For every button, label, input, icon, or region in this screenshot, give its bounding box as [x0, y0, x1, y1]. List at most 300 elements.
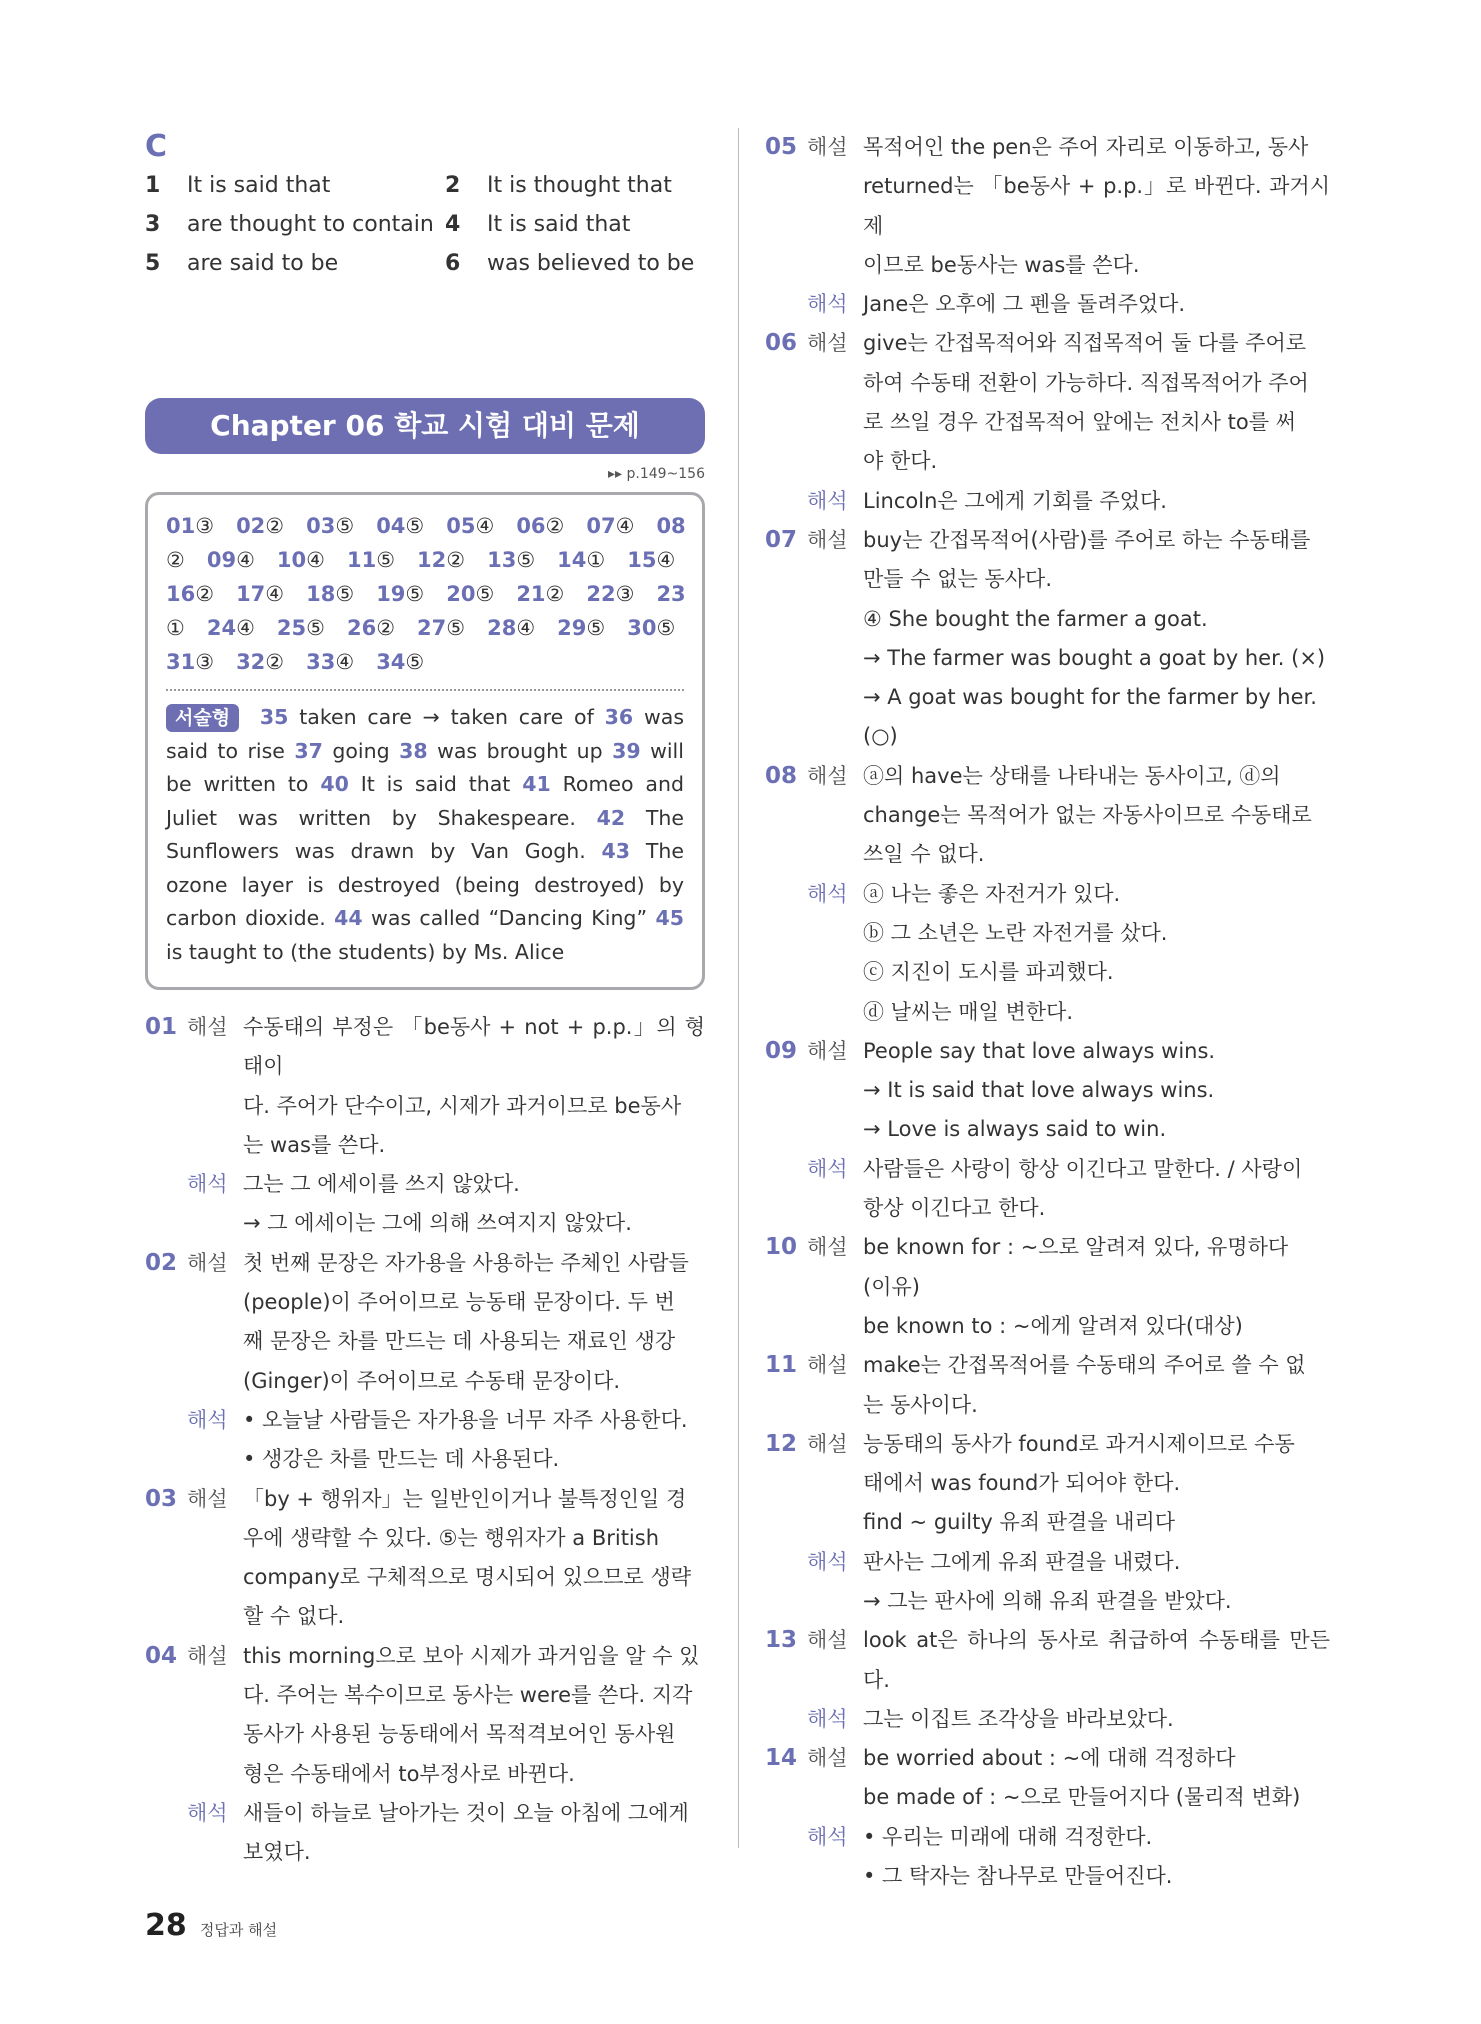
answer-row [166, 577, 684, 611]
essay-number: 35 [259, 705, 289, 729]
answer-number: 03 [306, 514, 336, 538]
section-letter: C [145, 129, 168, 164]
answer-number: 07 [586, 514, 616, 538]
text-line: (Ginger)이 주어이므로 수동태 문장이다. [243, 1368, 621, 1393]
page-footer [145, 1908, 277, 1943]
explanation-label: 해설 [807, 527, 848, 552]
translation-block [765, 482, 1330, 521]
text-line: ④ She bought the farmer a goat. [863, 606, 1208, 631]
essay-answer: It is said that [360, 772, 511, 796]
text-line: 하여 수동태 전환이 가능하다. 직접목적어가 주어 [863, 370, 1309, 395]
essay-number: 39 [612, 738, 641, 763]
explanation-label: 해설 [187, 1015, 228, 1039]
essay-answer: The Sunflowers was drawn by Van Gogh. [166, 805, 684, 863]
right-column [765, 128, 1330, 1896]
entry-body [863, 1818, 1330, 1897]
translation-label: 해석 [807, 488, 848, 513]
answer-choice: ⑤ [405, 650, 425, 674]
explanation-block [765, 1228, 1330, 1346]
explanation-block [145, 1008, 705, 1165]
text-line: (○) [863, 724, 898, 749]
answer-number: 28 [487, 616, 517, 640]
essay-number: 42 [596, 805, 626, 830]
section-c-answers [145, 166, 705, 283]
answer-number: 06 [516, 514, 546, 538]
explanation-entry [145, 1480, 705, 1637]
text-line: → 그 에세이는 그에 의해 쓰여지지 않았다. [243, 1211, 632, 1236]
explanation-block [765, 1425, 1330, 1543]
item-text: are thought to contain [187, 212, 434, 237]
answer-item [376, 645, 424, 679]
answer-number: 11 [346, 548, 377, 572]
translation-block [765, 1700, 1330, 1739]
answer-item [586, 577, 634, 611]
answer-choice: ② [166, 548, 185, 572]
text-line: find ~ guilty 유죄 판결을 내리다 [863, 1510, 1176, 1535]
answer-item [376, 577, 424, 611]
text-line: 야 한다. [863, 449, 938, 474]
answer-choice: ② [545, 582, 565, 606]
text-line: • 그 탁자는 참나무로 만들어진다. [863, 1864, 1173, 1889]
answer-number: 23 [656, 582, 686, 606]
entry-body [243, 1008, 705, 1165]
text-line: → A goat was bought for the farmer by her. [863, 685, 1317, 710]
answer-row [166, 543, 684, 577]
answer-item [376, 509, 424, 543]
answer-item [306, 645, 354, 679]
answer-key-box [145, 492, 705, 990]
answer-choice: ⑤ [516, 548, 536, 572]
section-c-item [145, 166, 445, 205]
text-line: 다. 주어는 복수이므로 동사는 were를 쓴다. 지각 [243, 1683, 693, 1708]
answer-choice: ② [545, 514, 565, 538]
answer-item [166, 509, 214, 543]
text-line: 판사는 그에게 유죄 판결을 내렸다. [863, 1549, 1181, 1574]
left-column [145, 128, 705, 1873]
answer-item [446, 577, 494, 611]
essay-answer: will be written to [166, 738, 684, 796]
entry-body [863, 1425, 1330, 1543]
answer-choice: ② [446, 548, 466, 572]
answer-choice: ⑤ [335, 582, 355, 606]
answer-number: 24 [206, 616, 237, 640]
item-number: 4 [445, 212, 461, 237]
answer-number: 09 [206, 548, 237, 572]
answer-item [446, 509, 494, 543]
answer-choice: ④ [236, 548, 255, 572]
text-line: 이므로 be동사는 was를 쓴다. [863, 252, 1140, 277]
entry-body [863, 1032, 1330, 1150]
entry-body [243, 1794, 705, 1873]
entry-body [863, 285, 1330, 324]
item-text: It is said that [487, 212, 631, 237]
translation-label: 해석 [187, 1407, 228, 1432]
answer-item [236, 577, 284, 611]
answer-item [516, 509, 564, 543]
answer-choice: ⑤ [405, 514, 425, 538]
explanation-block [765, 1739, 1330, 1818]
text-line: 만들 수 없는 동사다. [863, 567, 1052, 592]
item-number: 3 [145, 212, 161, 237]
explanation-entry [765, 1032, 1330, 1228]
text-line: be known for : ~으로 알려져 있다, 유명하다 [863, 1235, 1289, 1260]
translation-block [145, 1401, 705, 1480]
answer-item [487, 543, 535, 577]
answer-number: 20 [446, 582, 476, 606]
question-number: 14 [765, 1745, 798, 1772]
explanation-block [765, 324, 1330, 481]
answer-item [347, 611, 395, 645]
answer-choice: ⑤ [586, 616, 606, 640]
explanation-label: 해설 [807, 135, 848, 159]
answer-row [166, 611, 684, 645]
explanation-entry [765, 1621, 1330, 1739]
item-number: 5 [145, 251, 161, 276]
answer-number: 30 [627, 616, 657, 640]
translation-block [145, 1165, 705, 1244]
entry-body [243, 1165, 705, 1244]
answer-number: 01 [166, 514, 196, 538]
answer-item [656, 509, 685, 543]
text-line: 새들이 하늘로 날아가는 것이 오늘 아침에 그에게 [243, 1800, 689, 1825]
answer-choice: ④ [516, 616, 536, 640]
text-line: • 생강은 차를 만드는 데 사용된다. [243, 1447, 560, 1472]
entry-body [863, 1543, 1330, 1622]
text-line: 쓰일 수 없다. [863, 842, 985, 867]
text-line: → The farmer was bought a goat by her. (×) [863, 645, 1326, 670]
explanation-label: 해설 [807, 1431, 848, 1456]
text-line: People say that love always wins. [863, 1038, 1216, 1063]
essay-answer: was brought up [437, 738, 603, 763]
section-c-item [145, 244, 445, 283]
page-number: 28 [145, 1908, 187, 1943]
answer-choice: ④ [335, 650, 355, 674]
question-number: 13 [765, 1627, 798, 1654]
entry-body [863, 521, 1330, 757]
question-number: 12 [765, 1430, 798, 1457]
question-number: 07 [765, 526, 798, 553]
answer-item [516, 577, 564, 611]
answer-number: 21 [516, 582, 546, 606]
answer-choice: ④ [236, 616, 255, 640]
explanation-label: 해설 [807, 331, 848, 356]
answer-choice: ⑤ [306, 616, 325, 640]
item-number: 1 [145, 173, 161, 198]
answer-number: 26 [346, 616, 377, 640]
question-number: 03 [145, 1485, 178, 1512]
footer-title: 정답과 해설 [199, 1921, 278, 1939]
answer-item [166, 645, 214, 679]
answer-item [236, 509, 284, 543]
text-line: → Love is always said to win. [863, 1117, 1167, 1142]
answer-number: 02 [236, 514, 266, 538]
answer-number: 13 [487, 548, 517, 572]
answer-choice: ③ [195, 650, 215, 674]
answer-item [417, 543, 465, 577]
explanation-label: 해설 [187, 1643, 228, 1668]
entry-body [863, 1739, 1330, 1818]
item-number: 6 [445, 251, 461, 276]
answer-number: 18 [306, 582, 336, 606]
entry-body [863, 128, 1330, 285]
text-line: be worried about : ~에 대해 걱정하다 [863, 1746, 1236, 1771]
essay-number: 41 [522, 772, 551, 796]
answer-number: 29 [557, 616, 587, 640]
page-reference: ▸▸ p.149~156 [607, 466, 705, 482]
answer-item [417, 611, 465, 645]
answer-number: 33 [306, 650, 336, 674]
translation-label: 해석 [807, 1156, 848, 1181]
translation-block [145, 1794, 705, 1873]
translation-block [765, 875, 1330, 1032]
explanation-block [145, 1480, 705, 1637]
explanation-entry [765, 1739, 1330, 1896]
answer-item [487, 611, 535, 645]
translation-block [765, 1818, 1330, 1897]
item-text: It is thought that [487, 173, 672, 198]
section-c-item [445, 166, 695, 205]
essay-number: 40 [320, 772, 349, 796]
answer-choice: ⑤ [446, 616, 466, 640]
text-line: • 오늘날 사람들은 자가용을 너무 자주 사용한다. [243, 1407, 688, 1432]
answer-number: 32 [236, 650, 266, 674]
answer-number: 31 [166, 650, 196, 674]
explanation-label: 해설 [807, 1628, 848, 1653]
explanation-entry [765, 757, 1330, 1032]
answer-number: 15 [627, 548, 657, 572]
explanation-entry [765, 521, 1330, 757]
text-line: Jane은 오후에 그 펜을 돌려주었다. [863, 292, 1186, 317]
explanation-block [765, 1346, 1330, 1425]
explanation-label: 해설 [807, 1746, 848, 1771]
translation-label: 해석 [187, 1800, 228, 1825]
explanation-entry [765, 1425, 1330, 1621]
essay-answer: was called “Dancing King” [371, 906, 648, 930]
answer-choice: ③ [615, 582, 635, 606]
answer-choice: ⑤ [376, 548, 396, 572]
text-line: 동사가 사용된 능동태에서 목적격보어인 동사원 [243, 1722, 676, 1747]
entry-body [863, 875, 1330, 1032]
text-line: 「by + 행위자」는 일반인이거나 불특정인일 경 [243, 1486, 687, 1511]
essay-number: 38 [399, 738, 428, 763]
answer-number: 12 [417, 548, 447, 572]
answer-item [236, 645, 284, 679]
translation-label: 해석 [807, 1824, 848, 1849]
text-line: → It is said that love always wins. [863, 1078, 1215, 1103]
explanation-block [765, 757, 1330, 875]
item-text: was believed to be [487, 251, 695, 276]
answer-item [166, 543, 185, 577]
answer-item [627, 611, 675, 645]
answer-choice: ③ [195, 514, 215, 538]
item-text: It is said that [187, 173, 331, 198]
text-line: 항상 이긴다고 한다. [863, 1196, 1046, 1221]
section-c-item [445, 244, 695, 283]
answer-number: 25 [276, 616, 307, 640]
answer-number: 22 [586, 582, 616, 606]
explanation-entry [765, 1228, 1330, 1346]
essay-answer: Romeo and Juliet was written by Shakespeare. [166, 772, 684, 830]
entry-body [863, 757, 1330, 875]
text-line: be known to : ~에게 알려져 있다(대상) [863, 1313, 1243, 1338]
text-line: be made of : ~으로 만들어지다 (물리적 변화) [863, 1785, 1301, 1810]
entry-body [243, 1244, 705, 1401]
answer-number: 19 [376, 582, 406, 606]
answer-key-grid [166, 509, 684, 679]
text-line: this morning으로 보아 시제가 과거임을 알 수 있 [243, 1643, 700, 1668]
entry-body [243, 1637, 705, 1794]
translation-label: 해석 [187, 1172, 228, 1197]
answer-number: 05 [446, 514, 476, 538]
explanation-label: 해설 [187, 1486, 228, 1511]
essay-answer: was said to rise [166, 705, 684, 763]
item-number: 2 [445, 173, 461, 198]
text-line: → 그는 판사에 의해 유죄 판결을 받았다. [863, 1588, 1232, 1613]
answer-item [557, 543, 605, 577]
explanation-label: 해설 [807, 1235, 848, 1260]
entry-body [863, 1700, 1330, 1739]
answer-item [207, 543, 255, 577]
text-line: ⓐ 나는 좋은 자전거가 있다. [863, 881, 1121, 906]
explanation-block [765, 1621, 1330, 1700]
item-text: are said to be [187, 251, 339, 276]
explanation-block [145, 1244, 705, 1401]
text-line: Lincoln은 그에게 기회를 주었다. [863, 488, 1167, 513]
text-line: 태에서 was found가 되어야 한다. [863, 1471, 1181, 1496]
text-line: 는 동사이다. [863, 1392, 978, 1417]
explanation-entry [145, 1008, 705, 1244]
text-line: 할 수 없다. [243, 1604, 345, 1629]
explanation-block [145, 1637, 705, 1794]
translation-block [765, 1543, 1330, 1622]
question-number: 05 [765, 134, 798, 160]
essay-answers [166, 701, 684, 969]
question-number: 08 [765, 762, 798, 789]
answer-item [347, 543, 395, 577]
question-number: 02 [145, 1249, 178, 1276]
answer-number: 08 [656, 514, 686, 538]
section-c-item [145, 205, 445, 244]
translation-label: 해석 [807, 1706, 848, 1731]
text-line: look at은 하나의 동사로 취급하여 수동태를 만든다. [863, 1628, 1330, 1692]
translation-label: 해석 [807, 881, 848, 906]
answer-item [166, 611, 185, 645]
essay-number: 36 [604, 705, 634, 729]
text-line: change는 목적어가 없는 자동사이므로 수동태로 [863, 803, 1312, 828]
section-c-item [445, 205, 695, 244]
text-line: make는 간접목적어를 수동태의 주어로 쓸 수 없 [863, 1353, 1306, 1378]
question-number: 09 [765, 1037, 798, 1064]
answer-choice: ④ [656, 548, 676, 572]
answer-choice: ⑤ [335, 514, 355, 538]
question-number: 01 [145, 1014, 178, 1040]
entry-body [243, 1401, 705, 1480]
explanation-entry [145, 1244, 705, 1480]
explanation-entry [765, 324, 1330, 520]
explanation-label: 해설 [187, 1250, 228, 1275]
text-line: 우에 생략할 수 있다. ⑤는 행위자가 a British [243, 1525, 660, 1550]
answer-choice: ② [265, 514, 285, 538]
question-number: 04 [145, 1642, 178, 1669]
answer-choice: ⑤ [405, 582, 425, 606]
text-line: 그는 그 에세이를 쓰지 않았다. [243, 1172, 520, 1197]
answer-number: 14 [557, 548, 587, 572]
text-line: returned는 「be동사 + p.p.」로 바뀐다. 과거시제 [863, 174, 1330, 238]
answer-item [277, 543, 325, 577]
answer-choice: ④ [615, 514, 635, 538]
translation-label: 해석 [807, 1549, 848, 1574]
text-line: 형은 수동태에서 to부정사로 바뀐다. [243, 1761, 575, 1786]
answer-choice: ④ [265, 582, 285, 606]
explanation-label: 해설 [807, 763, 848, 788]
essay-answer: is taught to (the students) by Ms. Alice [166, 939, 565, 964]
text-line: ⓐ의 have는 상태를 나타내는 동사이고, ⓓ의 [863, 763, 1281, 788]
answer-number: 16 [166, 582, 196, 606]
answer-number: 27 [417, 616, 447, 640]
answer-item [306, 509, 354, 543]
text-line: ⓑ 그 소년은 노란 자전거를 샀다. [863, 920, 1168, 945]
text-line: 는 was를 쓴다. [243, 1132, 386, 1157]
answer-item [627, 543, 675, 577]
answer-row [166, 645, 684, 679]
text-line: 다. 주어가 단수이고, 시제가 과거이므로 be동사 [243, 1093, 682, 1118]
answer-key-separator [166, 689, 684, 691]
translation-label: 해석 [807, 292, 848, 317]
text-line: 첫 번째 문장은 자가용을 사용하는 주체인 사람들 [243, 1250, 689, 1275]
essay-number: 37 [294, 738, 323, 763]
text-line: 목적어인 the pen은 주어 자리로 이동하고, 동사 [863, 135, 1309, 159]
text-line: 보였다. [243, 1840, 311, 1865]
entry-body [863, 1150, 1330, 1229]
answer-choice: ① [586, 548, 606, 572]
text-line: ⓒ 지진이 도시를 파괴했다. [863, 960, 1114, 985]
explanation-entry [765, 128, 1330, 324]
text-line: 사람들은 사랑이 항상 이긴다고 말한다. / 사랑이 [863, 1156, 1303, 1181]
essay-number: 45 [655, 906, 684, 930]
text-line: 째 문장은 차를 만드는 데 사용되는 재료인 생강 [243, 1329, 676, 1354]
translation-block [765, 285, 1330, 324]
entry-body [863, 324, 1330, 481]
essay-number: 44 [334, 906, 363, 930]
answer-item [166, 577, 214, 611]
text-line: (이유) [863, 1274, 920, 1299]
explanation-entry [145, 1637, 705, 1873]
question-number: 11 [765, 1352, 798, 1379]
text-line: 능동태의 동사가 found로 과거시제이므로 수동 [863, 1431, 1295, 1456]
explanation-block [765, 1032, 1330, 1150]
explanation-label: 해설 [807, 1038, 848, 1063]
answer-item [656, 577, 685, 611]
answer-item [207, 611, 255, 645]
answer-item [557, 611, 605, 645]
essay-answer: The ozone layer is destroyed (being destroyed) by carbon dioxide. [166, 839, 684, 930]
text-line: buy는 간접목적어(사람)를 주어로 하는 수동태를 [863, 527, 1311, 552]
right-explanations [765, 128, 1330, 1896]
answer-choice: ① [166, 616, 185, 640]
explanation-entry [765, 1346, 1330, 1425]
answer-row [166, 509, 684, 543]
answer-item [306, 577, 354, 611]
left-explanations [145, 1008, 705, 1873]
answer-choice: ⑤ [475, 582, 495, 606]
answer-number: 04 [376, 514, 406, 538]
answer-item [586, 509, 634, 543]
text-line: ⓓ 날씨는 매일 변한다. [863, 999, 1073, 1024]
explanation-block [765, 521, 1330, 757]
entry-body [863, 1228, 1330, 1346]
answer-choice: ④ [475, 514, 495, 538]
essay-answer: going [332, 738, 390, 763]
